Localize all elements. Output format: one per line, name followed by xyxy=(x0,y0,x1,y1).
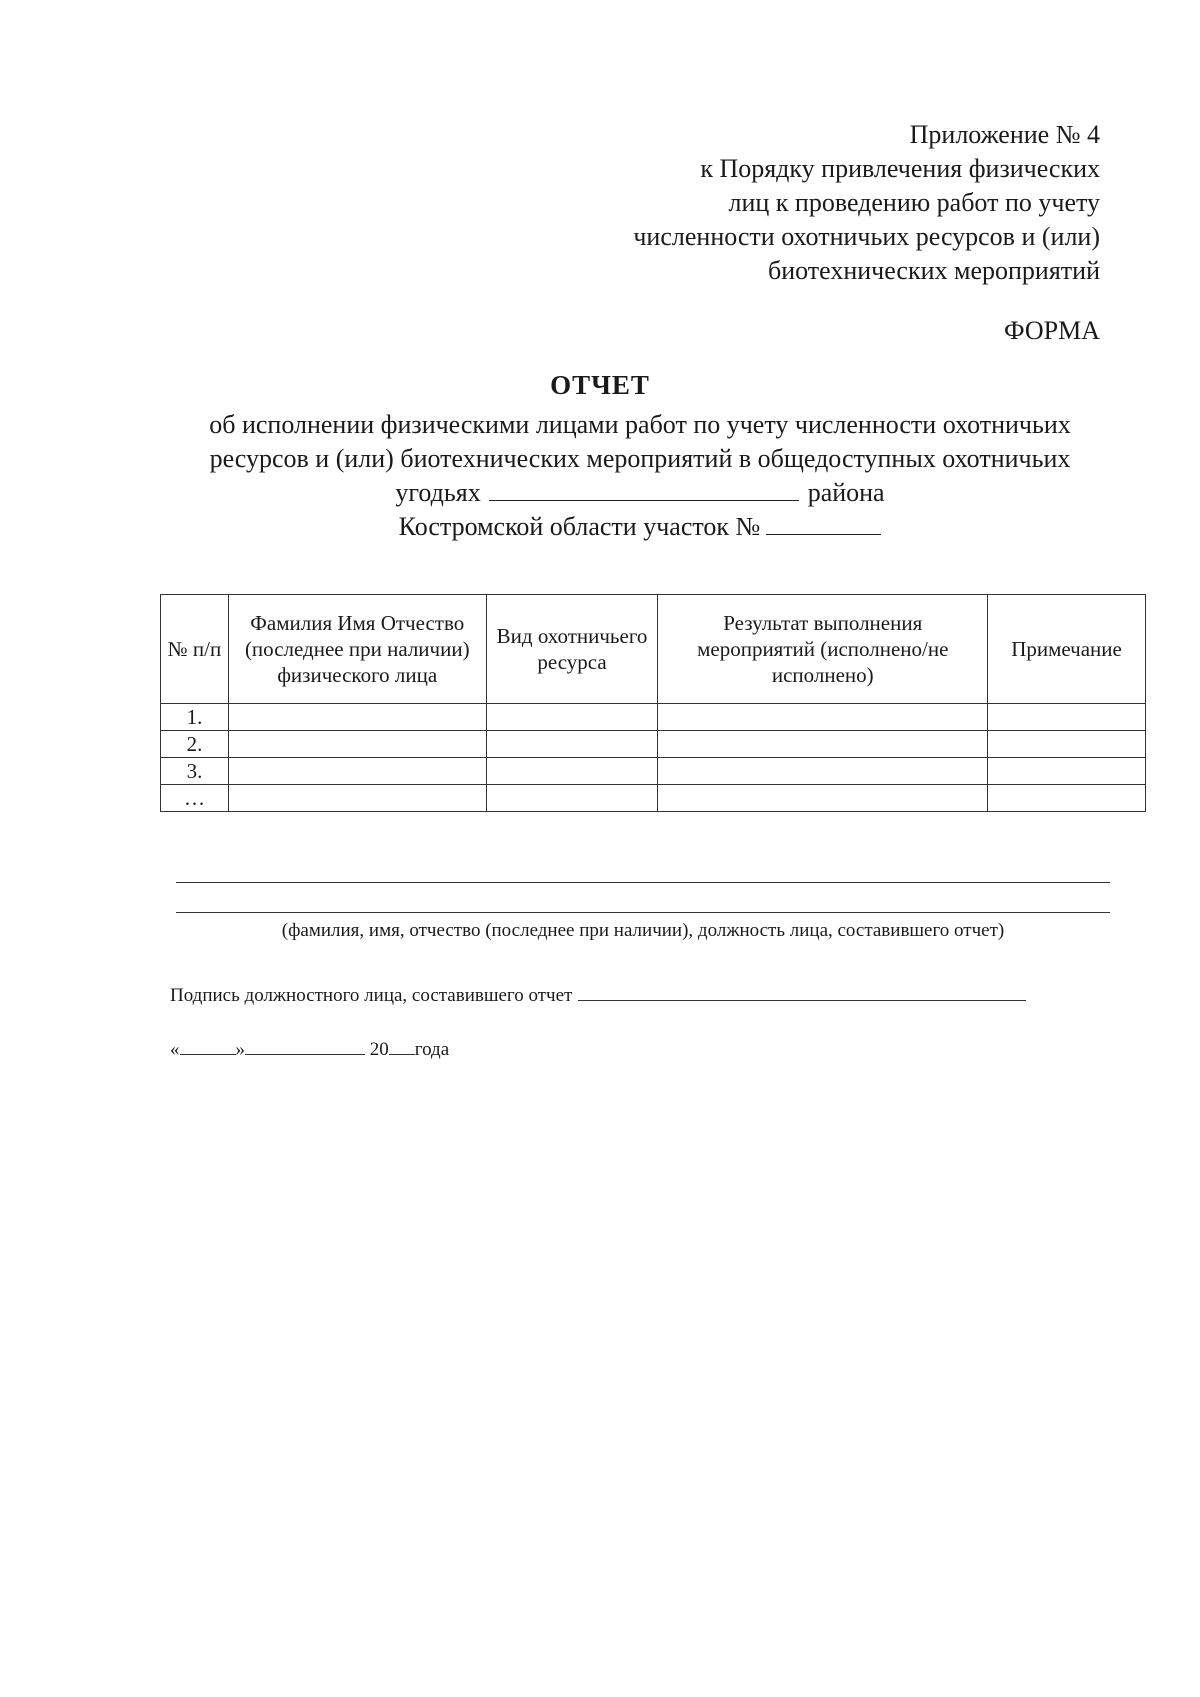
year-blank xyxy=(389,1036,415,1055)
table-cell xyxy=(658,758,988,785)
appendix-line: лиц к проведению работ по учету xyxy=(728,188,1100,217)
subtitle-prefix: угодьях xyxy=(395,478,481,507)
table-cell xyxy=(486,731,658,758)
column-header-note: Примечание xyxy=(988,595,1146,704)
table-cell xyxy=(486,704,658,731)
row-number: 3. xyxy=(161,758,229,785)
table-cell xyxy=(988,758,1146,785)
signature-row xyxy=(170,982,1026,1007)
form-label: ФОРМА xyxy=(1004,316,1100,345)
row-number: 2. xyxy=(161,731,229,758)
document-title: ОТЧЕТ xyxy=(550,370,650,400)
appendix-line: биотехнических мероприятий xyxy=(767,256,1100,285)
document-subtitle xyxy=(160,408,1120,544)
subtitle-line: об исполнении физическими лицами работ по учету численности охотничьих xyxy=(209,410,1071,439)
year-suffix: года xyxy=(414,1039,450,1060)
signature-label: Подпись должностного лица, составившего отчет xyxy=(170,985,573,1006)
table-cell xyxy=(228,758,486,785)
district-blank xyxy=(489,476,799,501)
date-close-quote: » xyxy=(235,1039,245,1060)
column-header-number: № п/п xyxy=(161,595,229,704)
table-header-row xyxy=(161,595,1146,704)
subtitle-line: ресурсов и (или) биотехнических мероприятий в общедоступных охотничьих xyxy=(209,444,1071,473)
table-cell xyxy=(486,785,658,812)
appendix-line: к Порядку привлечения физических xyxy=(700,154,1100,183)
name-blank-line-2 xyxy=(176,912,1110,913)
signature-blank xyxy=(578,982,1026,1001)
table-cell xyxy=(228,785,486,812)
subtitle-suffix: района xyxy=(807,478,885,507)
column-header-name: Фамилия Имя Отчество (последнее при наличии) физического лица xyxy=(228,595,486,704)
column-header-result: Результат выполнения мероприятий (исполнено/не исполнено) xyxy=(658,595,988,704)
row-number: … xyxy=(161,785,229,812)
report-table xyxy=(160,594,1146,812)
subtitle-line-plot xyxy=(160,510,1120,544)
table-row xyxy=(161,785,1146,812)
table-cell xyxy=(486,758,658,785)
table-cell xyxy=(988,785,1146,812)
table-cell xyxy=(658,785,988,812)
table-cell xyxy=(988,731,1146,758)
table-cell xyxy=(988,704,1146,731)
table-cell xyxy=(658,704,988,731)
year-prefix: 20 xyxy=(369,1039,389,1060)
column-header-resource: Вид охотничьего ресурса xyxy=(486,595,658,704)
month-blank xyxy=(245,1036,365,1055)
name-blank-line-1 xyxy=(176,882,1110,883)
appendix-block xyxy=(460,118,1100,288)
appendix-line: численности охотничьих ресурсов и (или) xyxy=(633,222,1100,251)
plot-number-blank xyxy=(766,510,881,535)
subtitle-line-district xyxy=(160,476,1120,510)
table-row xyxy=(161,758,1146,785)
table-cell xyxy=(228,704,486,731)
table-row xyxy=(161,731,1146,758)
table-cell xyxy=(228,731,486,758)
subtitle-plot-label: Костромской области участок № xyxy=(398,512,761,541)
table-cell xyxy=(658,731,988,758)
signature-caption: (фамилия, имя, отчество (последнее при наличии), должность лица, составившего отчет) xyxy=(281,920,1005,941)
table-row xyxy=(161,704,1146,731)
appendix-line: Приложение № 4 xyxy=(909,120,1100,149)
day-blank xyxy=(180,1036,236,1055)
date-row xyxy=(170,1036,449,1061)
row-number: 1. xyxy=(161,704,229,731)
date-open-quote: « xyxy=(170,1039,180,1060)
